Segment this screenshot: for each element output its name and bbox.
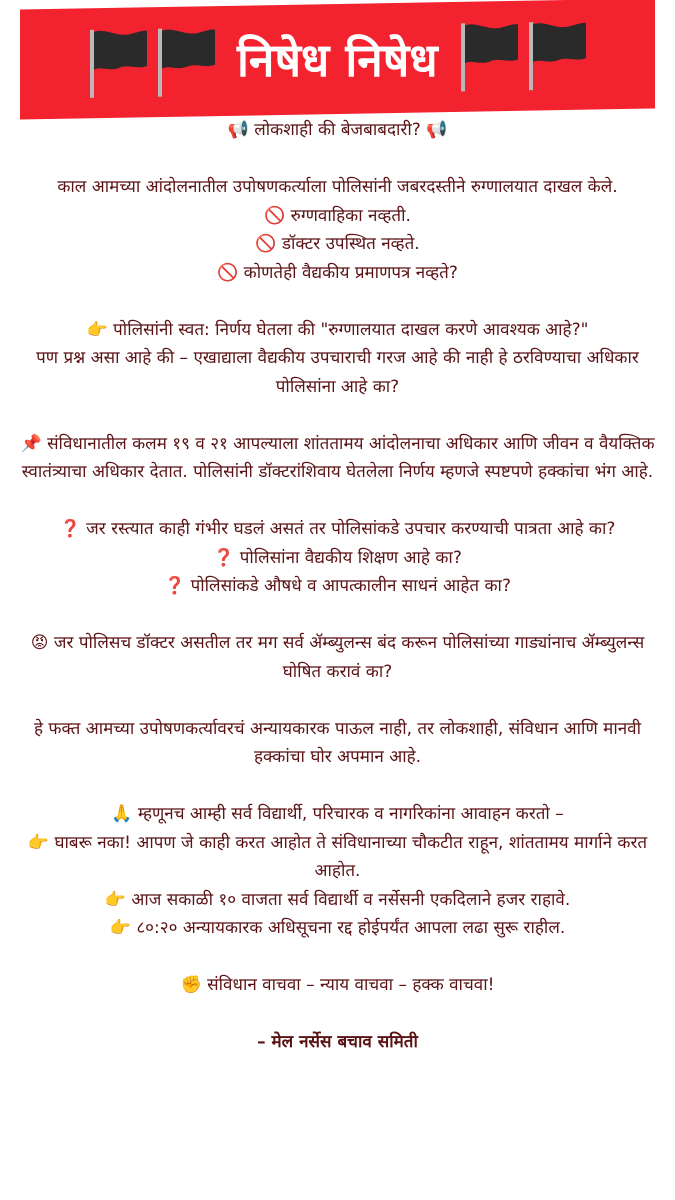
notice-line xyxy=(0,202,675,231)
paragraph-gap xyxy=(0,487,675,516)
notice-line-text: जर रस्त्यात काही गंभीर घडलं असतं तर पोलिसांकडे उपचार करण्याची पात्रता आहे का? xyxy=(86,519,616,539)
notice-line-text: पोलिसांना आहे का? xyxy=(275,376,400,397)
angry-face-icon: 😡 xyxy=(30,633,54,653)
notice-line xyxy=(0,743,675,772)
folded-hands-icon: 🙏 xyxy=(111,804,138,824)
notice-line xyxy=(0,658,675,687)
notice-line-text: पोलिसांना वैद्यकीय शिक्षण आहे का? xyxy=(239,547,462,568)
notice-line xyxy=(0,116,675,145)
paragraph-gap xyxy=(0,686,675,715)
notice-line xyxy=(0,800,675,829)
notice-line xyxy=(0,572,675,601)
notice-body xyxy=(0,116,675,1057)
notice-line xyxy=(0,715,675,744)
notice-line xyxy=(0,829,675,858)
question-mark-icon: ❓ xyxy=(213,547,240,568)
notice-line-text: पोलिसांनी स्वत: निर्णय घेतला की "रुग्णालयात दाखल करणे आवश्यक आहे?" xyxy=(113,319,589,340)
question-mark-icon: ❓ xyxy=(59,519,87,539)
notice-line xyxy=(0,544,675,573)
notice-line xyxy=(0,373,675,402)
black-flag-icon xyxy=(458,19,520,93)
paragraph-gap xyxy=(0,287,675,316)
paragraph-gap xyxy=(0,145,675,174)
notice-line-text: पण प्रश्न असा आहे की – एखाद्याला वैद्यकीय उपचाराची गरज आहे की नाही हे ठरविण्याचा अधिकार xyxy=(36,348,639,368)
paragraph-gap xyxy=(0,601,675,630)
protest-banner xyxy=(20,0,655,120)
notice-line-text: कोणतेही वैद्यकीय प्रमाणपत्र नव्हते? xyxy=(243,262,458,283)
question-mark-icon: ❓ xyxy=(164,576,191,596)
notice-line-text: संविधानातील कलम १९ व २१ आपल्याला शांततामय आंदोलनाचा अधिकार आणि जीवन व वैयक्तिक xyxy=(47,433,655,454)
notice-line xyxy=(0,344,675,373)
notice-line-text: हक्कांचा घोर अपमान आहे. xyxy=(253,747,422,767)
notice-line-text: घोषित करावं का? xyxy=(282,661,393,682)
notice-line xyxy=(0,629,675,658)
pointing-hand-icon: 👉 xyxy=(86,319,114,340)
notice-line-text: काल आमच्या आंदोलनातील उपोषणकर्त्याला पोलिसांनी जबरदस्तीने रुग्णालयात दाखल केले. xyxy=(57,177,618,197)
raised-fist-icon: ✊ xyxy=(180,975,208,995)
notice-line-text: हे फक्त आमच्या उपोषणकर्त्यावरचं अन्यायकारक पाऊल नाही, तर लोकशाही, संविधान आणि मानवी xyxy=(33,718,642,739)
notice-line-text: पोलिसांकडे औषधे व आपत्कालीन साधनं आहेत का? xyxy=(190,576,511,596)
prohibited-icon: 🚫 xyxy=(217,262,244,283)
notice-line-text: ८०:२० अन्यायकारक अधिसूचना रद्द होईपर्यंत आपला लढा सुरू राहील. xyxy=(136,918,566,938)
notice-line-text: डॉक्टर उपस्थित नव्हते. xyxy=(281,234,420,254)
paragraph-gap xyxy=(0,772,675,801)
notice-line xyxy=(0,914,675,943)
notice-line xyxy=(0,259,675,288)
notice-line-text: – मेल नर्सेस बचाव समिती xyxy=(257,1032,418,1052)
notice-line-text: आहोत. xyxy=(314,861,361,881)
banner-title: निषेध निषेध xyxy=(237,33,438,88)
notice-line xyxy=(0,1028,675,1057)
pointing-hand-icon: 👉 xyxy=(109,918,137,938)
notice-line xyxy=(0,316,675,345)
notice-line-text: आज सकाळी १० वाजता सर्व विद्यार्थी व नर्सेसनी एकदिलाने हजर राहावे. xyxy=(131,889,571,910)
black-flag-icon xyxy=(155,25,217,99)
pointing-hand-icon: 👉 xyxy=(27,832,55,853)
notice-line xyxy=(0,430,675,459)
paragraph-gap xyxy=(0,943,675,972)
notice-line-text: रुग्णवाहिका नव्हती. xyxy=(290,205,411,226)
notice-line xyxy=(0,173,675,202)
paragraph-gap xyxy=(0,401,675,430)
notice-line xyxy=(0,515,675,544)
notice-line xyxy=(0,458,675,487)
black-flag-icon xyxy=(87,26,149,100)
megaphone-icon: 📢 xyxy=(227,120,255,140)
notice-line-text: म्हणूनच आम्ही सर्व विद्यार्थी, परिचारक व नागरिकांना आवाहन करतो – xyxy=(137,804,564,824)
prohibited-icon: 🚫 xyxy=(255,234,282,254)
prohibited-icon: 🚫 xyxy=(264,205,291,226)
notice-line-text: संविधान वाचवा – न्याय वाचवा – हक्क वाचवा! xyxy=(207,975,495,995)
notice-line-text: स्वातंत्र्याचा अधिकार देतात. पोलिसांनी डॉक्टरांशिवाय घेतलेला निर्णय म्हणजे स्पष्टपणे हक्कांचा भंग आहे. xyxy=(21,462,654,482)
pointing-hand-icon: 👉 xyxy=(104,889,132,910)
notice-line xyxy=(0,857,675,886)
notice-line-text: घाबरू नका! आपण जे काही करत आहोत ते संविधानाच्या चौकटीत राहून, शांततामय मार्गाने करत xyxy=(54,832,648,853)
notice-line xyxy=(0,230,675,259)
black-flag-icon xyxy=(526,18,588,92)
notice-line xyxy=(0,971,675,1000)
paragraph-gap xyxy=(0,1000,675,1029)
notice-line-text: जर पोलिसच डॉक्टर असतील तर मग सर्व ॲम्ब्युलन्स बंद करून पोलिसांच्या गाड्यांनाच ॲम्ब्युलन्स xyxy=(53,633,645,653)
notice-line-text: लोकशाही की बेजबाबदारी? 📢 xyxy=(254,120,448,140)
notice-line xyxy=(0,886,675,915)
pushpin-icon: 📌 xyxy=(20,433,48,454)
